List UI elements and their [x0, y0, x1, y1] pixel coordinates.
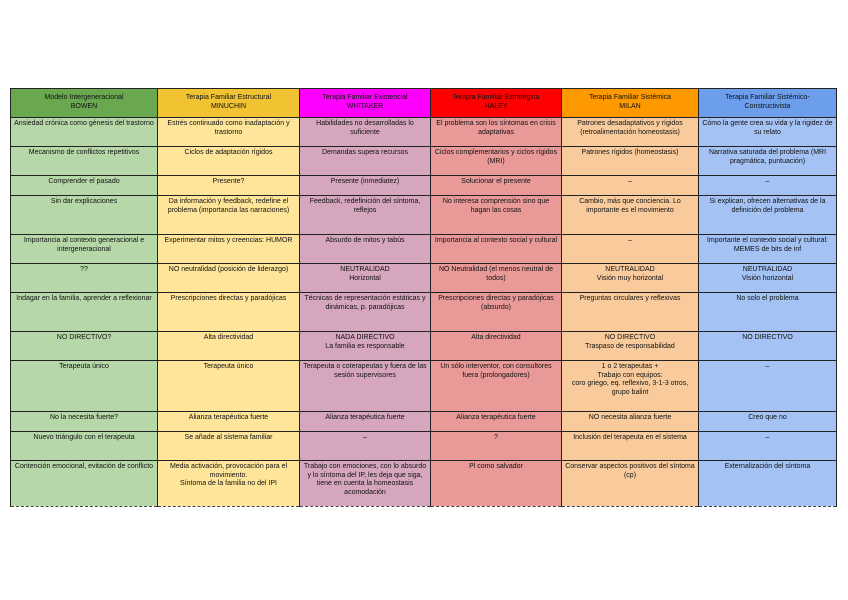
- column-header: [562, 89, 699, 118]
- column-subtitle: HALEY: [484, 103, 508, 110]
- table-cell: –: [562, 235, 699, 264]
- table-cell: Alianza terapéutica fuerte: [431, 412, 562, 432]
- table-cell: Se añade al sistema familiar: [158, 432, 300, 461]
- column-subtitle: Constructivista: [744, 103, 791, 110]
- table-cell: –: [699, 432, 837, 461]
- table-cell: Estrés continuado como inadaptación y trastorno: [158, 118, 300, 147]
- table-cell: NO DIRECTIVO: [699, 332, 837, 361]
- table-cell: Mecanismo de conflictos repetitivos: [11, 147, 158, 176]
- table-row: [11, 196, 837, 235]
- table-cell: Da información y feedback, redefine el problema (importancia las narraciones): [158, 196, 300, 235]
- table-row: [11, 118, 837, 147]
- table-cell: Terapeuta único: [11, 361, 158, 412]
- table-row: [11, 293, 837, 332]
- column-title: Terapia Familiar Sistémico-: [725, 94, 810, 102]
- table-cell: Narrativa saturada del problema (MRI pragmática, puntuación): [699, 147, 837, 176]
- table-cell: ??: [11, 264, 158, 293]
- table-cell: NADA DIRECTIVO La familia es responsable: [300, 332, 431, 361]
- table-cell: –: [562, 176, 699, 196]
- table-cell: No solo el problema: [699, 293, 837, 332]
- table-row: [11, 461, 837, 507]
- table-cell: NO necesita alianza fuerte: [562, 412, 699, 432]
- table-cell: Preguntas circulares y reflexivas: [562, 293, 699, 332]
- table-row: [11, 264, 837, 293]
- table-cell: NEUTRALIDAD Horizontal: [300, 264, 431, 293]
- column-header: [300, 89, 431, 118]
- table-cell: Presente (inmediatez): [300, 176, 431, 196]
- table-cell: Demandas supera recursos: [300, 147, 431, 176]
- table-cell: Técnicas de representación estáticas y dinámicas, p. paradójicas: [300, 293, 431, 332]
- table-row: [11, 176, 837, 196]
- column-subtitle: MILAN: [619, 103, 641, 110]
- column-title: Terapia Familiar Estructural: [185, 94, 272, 102]
- table-cell: Indagar en la familia, aprender a reflexionar: [11, 293, 158, 332]
- column-header: [431, 89, 562, 118]
- table-cell: Alta directividad: [431, 332, 562, 361]
- table-cell: Patrones rígidos (homeostasis): [562, 147, 699, 176]
- table-cell: NEUTRALIDAD Visión horizontal: [699, 264, 837, 293]
- table-cell: Conservar aspectos positivos del síntoma (cp): [562, 461, 699, 507]
- header-row: [11, 89, 837, 118]
- table-cell: Prescripciones directas y paradójicas (absurdo): [431, 293, 562, 332]
- table-cell: Ciclos complementarios y ciclos rígidos (MRI): [431, 147, 562, 176]
- table-cell: Cambio, más que conciencia. Lo importante es el movimiento: [562, 196, 699, 235]
- table-cell: Media activación, provocación para el movimiento. Síntoma de la familia no del IPI: [158, 461, 300, 507]
- table-row: [11, 432, 837, 461]
- table-cell: Prescripciones directas y paradójicas: [158, 293, 300, 332]
- table-cell: Terapeuta o coterapeutas y fuera de las sesión supervisores: [300, 361, 431, 412]
- table-cell: No la necesita fuerte?: [11, 412, 158, 432]
- column-title: Terapia Familiar Existencial: [322, 94, 408, 102]
- table-cell: NO DIRECTIVO Traspaso de responsabilidad: [562, 332, 699, 361]
- table-cell: Comprender el pasado: [11, 176, 158, 196]
- table-cell: Alta directividad: [158, 332, 300, 361]
- table-cell: Importancia al contexto generacional e intergeneracional: [11, 235, 158, 264]
- table-cell: NO Neutralidad (el menos neutral de todos): [431, 264, 562, 293]
- table-cell: Sin dar explicaciones: [11, 196, 158, 235]
- table-row: [11, 361, 837, 412]
- table-cell: Creo que no: [699, 412, 837, 432]
- table-cell: NO neutralidad (posición de liderazgo): [158, 264, 300, 293]
- table-cell: Importante el contexto social y cultural: MEMES de bits de inf: [699, 235, 837, 264]
- table-row: [11, 412, 837, 432]
- column-subtitle: WHITAKER: [346, 103, 384, 110]
- table-cell: –: [699, 176, 837, 196]
- table-cell: NEUTRALIDAD Visión muy horizontal: [562, 264, 699, 293]
- table-cell: Alianza terapéutica fuerte: [300, 412, 431, 432]
- table-cell: NO DIRECTIVO?: [11, 332, 158, 361]
- table-cell: Terapeuta único: [158, 361, 300, 412]
- table-cell: Cómo la gente crea su vida y la rigidez de su relato: [699, 118, 837, 147]
- table-cell: El problema son los síntomas en crisis adaptativas: [431, 118, 562, 147]
- table-cell: Feedback, redefinición del síntoma, reflejos: [300, 196, 431, 235]
- table-cell: Trabajo con emociones, con lo absurdo y lo síntoma del IP, les deja que siga, tiene en cuenta la homeostasis acomodación: [300, 461, 431, 507]
- table-cell: Solucionar el presente: [431, 176, 562, 196]
- table-cell: ?: [431, 432, 562, 461]
- table-cell: Alianza terapéutica fuerte: [158, 412, 300, 432]
- table-cell: Un sólo interventor, con consultores fuera (prolongadores): [431, 361, 562, 412]
- table-cell: Presente?: [158, 176, 300, 196]
- table-cell: 1 o 2 terapeutas + Trabajo con equipos: coro griego, eq. reflexivo, 3-1-3 otros, grupo balint: [562, 361, 699, 412]
- column-header: [11, 89, 158, 118]
- column-title: Terapia Familiar Estratégica: [452, 94, 540, 102]
- comparison-table: [10, 88, 837, 507]
- table-cell: Si explican, ofrecen alternativas de la definición del problema: [699, 196, 837, 235]
- column-header: [158, 89, 300, 118]
- table-cell: Externalización del síntoma: [699, 461, 837, 507]
- table-cell: Inclusión del terapeuta en el sistema: [562, 432, 699, 461]
- table-cell: Importancia al contexto social y cultural: [431, 235, 562, 264]
- table-cell: Nuevo triángulo con el terapeuta: [11, 432, 158, 461]
- column-title: Modelo Intergeneracional: [44, 94, 124, 102]
- table-cell: Pl como salvador: [431, 461, 562, 507]
- table-cell: Habilidades no desarrolladas lo suficiente: [300, 118, 431, 147]
- column-subtitle: BOWEN: [70, 103, 98, 110]
- table-cell: –: [300, 432, 431, 461]
- table-cell: –: [699, 361, 837, 412]
- column-header: [699, 89, 837, 118]
- table-row: [11, 332, 837, 361]
- table-cell: Ansiedad crónica como génesis del trastorno: [11, 118, 158, 147]
- table-cell: Experimentar mitos y creencias: HUMOR: [158, 235, 300, 264]
- table-body: [11, 118, 837, 507]
- table-cell: Contención emocional, evitación de conflicto: [11, 461, 158, 507]
- table-cell: Patrones desadaptativos y rígidos (retroalimentación homeostasis): [562, 118, 699, 147]
- table-cell: Ciclos de adaptación rígidos: [158, 147, 300, 176]
- column-subtitle: MINUCHIN: [211, 103, 246, 110]
- table-row: [11, 235, 837, 264]
- column-title: Terapia Familiar Sistémica: [588, 94, 672, 102]
- table-row: [11, 147, 837, 176]
- table-cell: No interesa comprensión sino que hagan las cosas: [431, 196, 562, 235]
- table-cell: Absurdo de mitos y tabús: [300, 235, 431, 264]
